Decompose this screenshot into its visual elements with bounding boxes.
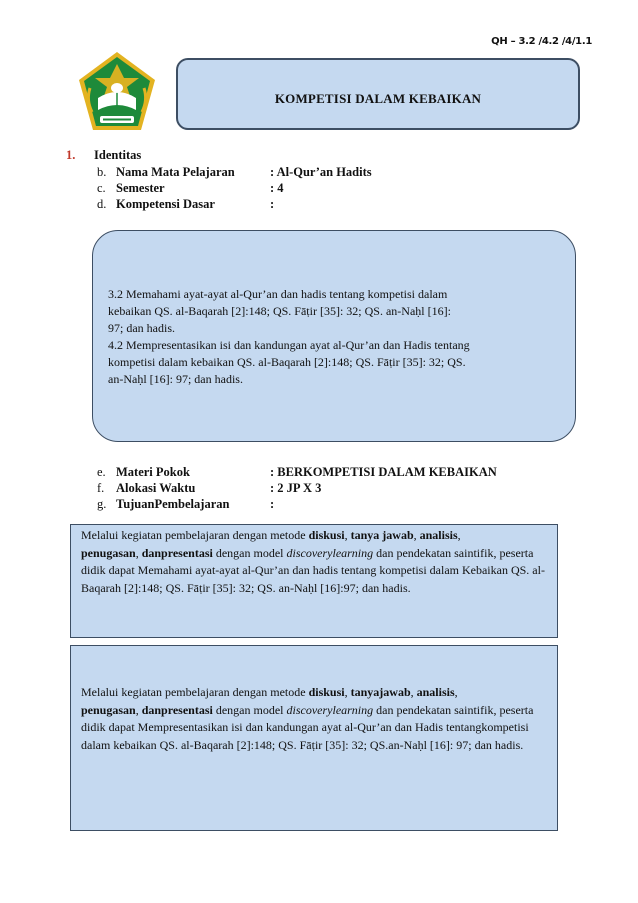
kd-line: 4.2 Mempresentasikan isi dan kandungan ayat al-Qur’an dan Hadis tentang bbox=[108, 338, 470, 352]
section-number: 1. bbox=[66, 148, 76, 162]
text: dengan model bbox=[212, 545, 287, 560]
keyword: tanya jawab bbox=[350, 528, 414, 542]
text: , bbox=[135, 702, 142, 717]
keyword: penugasan bbox=[81, 702, 136, 717]
kd-line: kompetisi dalam kebaikan QS. al-Baqarah [2]:148; QS. Fāṭir [35]: 32; QS. bbox=[108, 355, 466, 369]
text: , bbox=[135, 545, 142, 560]
text: , bbox=[457, 528, 461, 542]
text: Melalui kegiatan pembelajaran dengan metode bbox=[81, 685, 309, 699]
keyword: analisis bbox=[416, 685, 455, 699]
item-letter: f. bbox=[97, 481, 105, 495]
text: dengan model bbox=[212, 702, 287, 717]
item-label: TujuanPembelajaran bbox=[116, 497, 230, 511]
section-heading: Identitas bbox=[94, 148, 142, 162]
item-letter: c. bbox=[97, 181, 106, 195]
item-label: Alokasi Waktu bbox=[116, 481, 196, 495]
item-label: Nama Mata Pelajaran bbox=[116, 165, 235, 179]
item-value: : Al-Qur’an Hadits bbox=[270, 165, 372, 179]
item-label: Kompetensi Dasar bbox=[116, 197, 215, 211]
item-letter: g. bbox=[97, 497, 107, 511]
item-letter: e. bbox=[97, 465, 106, 479]
item-value: : BERKOMPETISI DALAM KEBAIKAN bbox=[270, 465, 497, 479]
tujuan-text-2 bbox=[81, 684, 551, 754]
text: , bbox=[454, 685, 458, 699]
item-letter: d. bbox=[97, 197, 107, 211]
item-letter: b. bbox=[97, 165, 107, 179]
item-label: Semester bbox=[116, 181, 165, 195]
kd-line: 97; dan hadis. bbox=[108, 321, 175, 335]
document-code: QH – 3.2 /4.2 /4/1.1 bbox=[491, 36, 592, 47]
kd-line: 3.2 Memahami ayat-ayat al-Qur’an dan hadis tentang kompetisi dalam bbox=[108, 287, 448, 301]
item-value: : 2 JP X 3 bbox=[270, 481, 322, 495]
page-title: KOMPETISI DALAM KEBAIKAN bbox=[274, 91, 482, 106]
kd-line: kebaikan QS. al-Baqarah [2]:148; QS. Fāṭir [35]: 32; QS. an-Naḥl [16]: bbox=[108, 304, 451, 318]
keyword: analisis bbox=[419, 528, 458, 542]
keyword: danpresentasi bbox=[141, 702, 213, 717]
text: dan pendekatan saintifik, peserta didik dapat bbox=[81, 702, 534, 734]
text: , bbox=[410, 685, 417, 699]
text: dan pendekatan saintifik, peserta didik dapat bbox=[81, 545, 534, 577]
keyword: diskusi bbox=[308, 528, 345, 542]
keyword: tanyajawab bbox=[350, 685, 411, 699]
text: Mempresentasikan isi dan kandungan ayat al-Qur’an dan Hadis tentangkompetisi dalam kebaikan QS. al-Baqarah [2]:148; QS. Fāṭir [35]: 32; QS.an-Naḥl [16]: 97; dan hadis. bbox=[81, 720, 529, 752]
keyword: danpresentasi bbox=[141, 545, 213, 560]
text: , bbox=[344, 528, 351, 542]
item-value: : bbox=[270, 197, 275, 211]
keyword: diskusi bbox=[308, 685, 345, 699]
item-value: : bbox=[270, 497, 275, 511]
kd-line: an-Naḥl [16]: 97; dan hadis. bbox=[108, 372, 243, 386]
text: Melalui kegiatan pembelajaran dengan metode bbox=[81, 528, 309, 542]
keyword: penugasan bbox=[81, 545, 136, 560]
item-value: : 4 bbox=[270, 181, 284, 195]
model-name: discoverylearning bbox=[286, 545, 374, 560]
model-name: discoverylearning bbox=[286, 702, 374, 717]
item-label: Materi Pokok bbox=[116, 465, 190, 479]
tujuan-text-1 bbox=[81, 527, 551, 597]
text: , bbox=[344, 685, 351, 699]
text: , bbox=[413, 528, 420, 542]
text: Memahami ayat-ayat al-Qur’an dan hadis tentang kompetisi dalam Kebaikan QS. al-Baqarah [2]:148; QS. Fāṭir [35]: 32; QS. an-Naḥl [16]:97; dan hadis. bbox=[81, 563, 545, 595]
